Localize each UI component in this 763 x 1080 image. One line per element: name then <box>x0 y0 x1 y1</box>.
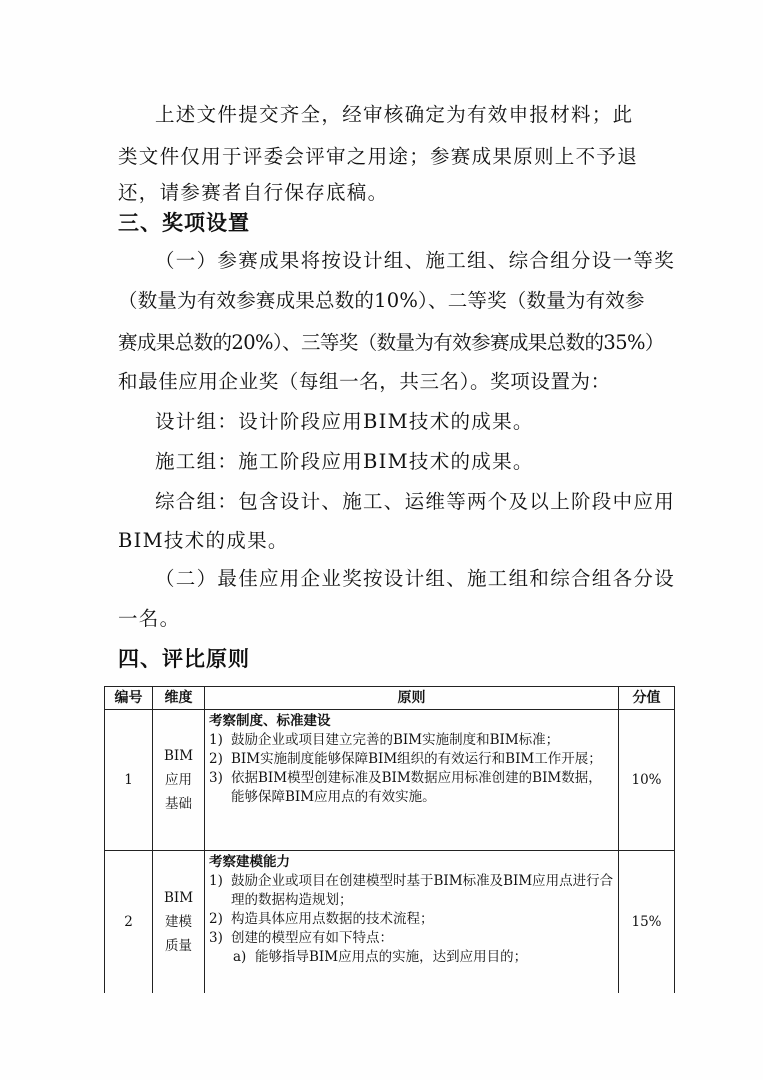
paragraph-line: 赛成果总数的20%）、三等奖（数量为有效参赛成果总数的35%） <box>118 331 664 354</box>
header-no: 编号 <box>105 687 153 710</box>
principle-title: 考察制度、标准建设 <box>209 713 331 729</box>
dimension-text: 应用 <box>165 772 192 788</box>
header-score: 分值 <box>619 687 675 710</box>
paragraph-line: 上述文件提交齐全，经审核确定为有效申报材料；此 <box>155 103 634 126</box>
dimension-text: 建模 <box>165 914 192 930</box>
principle-item: 3) 创建的模型应有如下特点： <box>209 930 393 946</box>
paragraph-line: （数量为有效参赛成果总数的10%）、二等奖（数量为有效参 <box>118 289 645 312</box>
section-heading-3: 三、奖项设置 <box>118 211 250 235</box>
paragraph-line: 还，请参赛者自行保存底稿。 <box>118 181 389 204</box>
table-header-row <box>105 687 675 710</box>
principle-title: 考察建模能力 <box>209 854 290 870</box>
criteria-table <box>104 686 675 993</box>
paragraph-line: （一）参赛成果将按设计组、施工组、综合组分设一等奖 <box>155 249 676 272</box>
table-row <box>105 710 675 851</box>
paragraph-line: 设计组：设计阶段应用BIM技术的成果。 <box>155 410 534 433</box>
principle-item: 2) 构造具体应用点数据的技术流程； <box>209 911 434 927</box>
principle-item: 1) 鼓励企业或项目在创建模型时基于BIM标准及BIM应用点进行合理的数据构造规划； <box>209 873 614 908</box>
paragraph-line: 一名。 <box>118 607 181 630</box>
row-dimension <box>153 710 205 851</box>
dimension-text: BIM <box>163 890 194 906</box>
table-row <box>105 851 675 994</box>
header-principle: 原则 <box>205 687 619 710</box>
principle-subitem: a) 能够指导BIM应用点的实施，达到应用目的； <box>233 949 528 965</box>
row-no: 2 <box>105 851 153 994</box>
principle-item: 3) 依据BIM模型创建标准及BIM数据应用标准创建的BIM数据，能够保障BIM应用点的有效实施。 <box>209 770 602 805</box>
row-score: 10% <box>619 710 675 851</box>
paragraph-line: BIM技术的成果。 <box>118 529 289 552</box>
section-heading-4: 四、评比原则 <box>118 647 250 671</box>
principle-item: 2) BIM实施制度能够保障BIM组织的有效运行和BIM工作开展； <box>209 751 602 767</box>
row-dimension <box>153 851 205 994</box>
paragraph-line: 施工组：施工阶段应用BIM技术的成果。 <box>155 450 534 473</box>
principle-item: 1) 鼓励企业或项目建立完善的BIM实施制度和BIM标准； <box>209 732 560 748</box>
dimension-text: BIM <box>163 748 194 764</box>
paragraph-line: （二）最佳应用企业奖按设计组、施工组和综合组各分设 <box>155 567 676 590</box>
dimension-text: 基础 <box>165 796 192 812</box>
dimension-text: 质量 <box>165 938 192 954</box>
paragraph-line: 综合组：包含设计、施工、运维等两个及以上阶段中应用 <box>155 490 676 513</box>
paragraph-line: 和最佳应用企业奖（每组一名，共三名）。奖项设置为： <box>118 370 611 393</box>
row-no: 1 <box>105 710 153 851</box>
row-score: 15% <box>619 851 675 994</box>
row-principle <box>205 710 619 851</box>
row-principle <box>205 851 619 994</box>
paragraph-line: 类文件仅用于评委会评审之用途；参赛成果原则上不予退 <box>118 145 639 168</box>
header-dimension: 维度 <box>153 687 205 710</box>
